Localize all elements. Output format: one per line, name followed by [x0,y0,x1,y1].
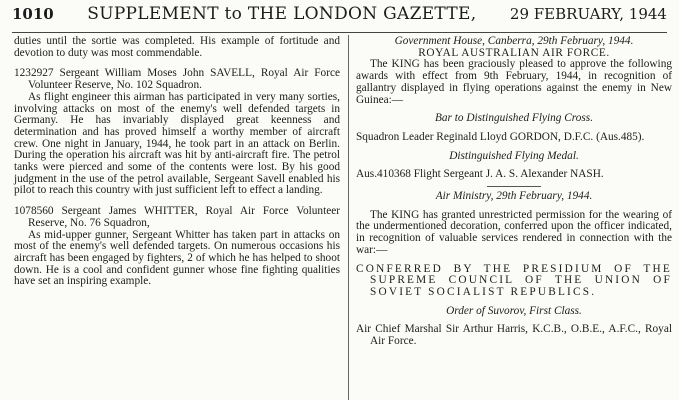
bar-dfc-heading: Bar to Distinguished Flying Cross. [434,112,594,125]
harris-award: Air Chief Marshal Sir Arthur Harris, K.C.B., O.B.E., A.F.C., Royal Air Force. [356,323,672,348]
air-ministry-intro: The KING has granted unrestricted permission for the wearing of the undermentioned decoration, conferred upon the officer indicated, in recognition of valuable services rendered in connection with the war:— [356,208,672,256]
publication-title: SUPPLEMENT to THE LONDON GAZETTE, [87,4,477,24]
right-column [356,36,672,348]
continued-citation: duties until the sortie was completed. His example of fortitude and devotion to duty was most commendable. [14,35,340,59]
section-rule [487,186,541,187]
whitter-entry: 1078560 Sergeant James WHITTER, Royal Air Force Volunteer Reserve, No. 76 Squadron, [14,205,340,229]
soviet-conferral: CONFERRED BY THE PRESIDIUM OF THE SUPREME COUNCIL OF THE UNION OF SOVIET SOCIALIST REPUBLICS. [356,262,672,298]
canberra-dateline: Government House, Canberra, 29th February, 1944. [394,35,634,47]
page-header [12,4,667,30]
savell-entry: 1232927 Sergeant William Moses John SAVELL, Royal Air Force Volunteer Reserve, No. 102 Squadron. [14,67,340,92]
savell-citation: As flight engineer this airman has participated in very many sorties, involving attacks on most of the enemy's well defended targets in Germany. He has invariably displayed great keenness and determination and has proved himself a worthy member of aircraft crew. One night in January, 1944, he took part in an attack on Berlin. During the operation his aircraft was hit by anti-aircraft fire. The petrol tanks were pierced and some of the contents were lost. By his good judgment in the use of the petrol available, Sergeant Savell enabled his pilot to reach this country with just sufficient left to effect a landing. [14,90,340,197]
page-number: 1010 [12,5,54,23]
issue-date: 29 FEBRUARY, 1944 [509,5,667,23]
nash-award: Aus.410368 Flight Sergeant J. A. S. Alexander NASH. [356,168,604,181]
dfm-heading: Distinguished Flying Medal. [449,149,579,162]
gordon-award: Squadron Leader Reginald Lloyd GORDON, D.F.C. (Aus.485). [356,130,645,143]
column-divider [348,35,349,400]
whitter-citation: As mid-upper gunner, Sergeant Whitter has taken part in attacks on most of the enemy's well defended targets. On numerous occasions his aircraft has been engaged by fighters, 2 of which he has helped to shoot down. He is a cool and confident gunner whose fine fighting qualities have set an inspiring example. [14,228,340,288]
header-rule [12,32,667,33]
raaf-heading: ROYAL AUSTRALIAN AIR FORCE. [418,46,610,59]
raaf-intro: The KING has been graciously pleased to approve the following awards with effect from 9th February, 1944, in recognition of gallantry displayed in flying operations against the enemy in New Guinea:— [356,58,672,106]
left-column [14,36,340,288]
order-suvorov-heading: Order of Suvorov, First Class. [446,304,582,317]
air-ministry-dateline: Air Ministry, 29th February, 1944. [435,190,593,203]
